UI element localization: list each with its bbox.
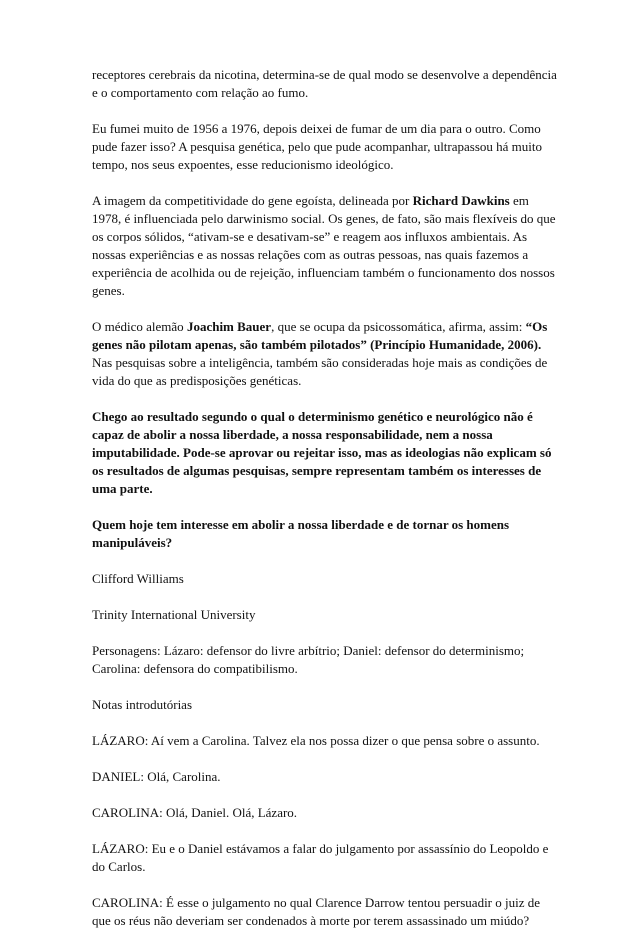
characters-paragraph: Personagens: Lázaro: defensor do livre arbítrio; Daniel: defensor do determinismo; Carolina: defensora do compatibilismo. <box>92 643 525 676</box>
paragraph-3-text-c: em 1978, é influenciada pelo darwinismo social. Os genes, de fato, são mais flexíveis do que os corpos sólidos, “ativam-se e desativam-se” e reagem aos influxos ambientais. As nossas experiências e as nossas relações com as outras pessoas, nas quais fazemos a experiência de acolhida ou de rejeição, influenciam também o funcionamento dos nossos genes. <box>92 193 556 298</box>
author-line: Clifford Williams <box>92 571 184 586</box>
paragraph-4-text-a: O médico alemão <box>92 319 187 334</box>
dialogue-line-5: CAROLINA: É esse o julgamento no qual Clarence Darrow tentou persuadir o juiz de que os réus não deveriam ser condenados à morte por terem assassinado um miúdo? <box>92 895 541 928</box>
paragraph-4-text-c: , que se ocupa da psicossomática, afirma, assim: <box>271 319 526 334</box>
paragraph-4 <box>92 318 560 390</box>
paragraph-1: receptores cerebrais da nicotina, determina-se de qual modo se desenvolve a dependência e o comportamento com relação ao fumo. <box>92 67 557 100</box>
document-page <box>92 66 560 948</box>
intro-notes-heading: Notas introdutórias <box>92 697 193 712</box>
author-name-dawkins: Richard Dawkins <box>412 193 510 208</box>
institution-line: Trinity International University <box>92 607 256 622</box>
dialogue-line-1: LÁZARO: Aí vem a Carolina. Talvez ela nos possa dizer o que pensa sobre o assunto. <box>92 733 540 748</box>
bauer-quote: “Os genes não pilotam apenas, são também pilotados” (Princípio Humanidade, 2006). <box>92 319 548 352</box>
dialogue-line-4: LÁZARO: Eu e o Daniel estávamos a falar do julgamento por assassínio do Leopoldo e do Carlos. <box>92 841 549 874</box>
dialogue-line-2: DANIEL: Olá, Carolina. <box>92 769 221 784</box>
dialogue-line-3: CAROLINA: Olá, Daniel. Olá, Lázaro. <box>92 805 298 820</box>
paragraph-3 <box>92 192 560 300</box>
paragraph-4-text-e: Nas pesquisas sobre a inteligência, também são consideradas hoje mais as condições de vida do que as predisposições genéticas. <box>92 355 548 388</box>
paragraph-5-bold: Chego ao resultado segundo o qual o determinismo genético e neurológico não é capaz de abolir a nossa liberdade, a nossa responsabilidade, nem a nossa imputabilidade. Pode-se aprovar ou rejeitar isso, mas as ideologias não explicam só os resultados de algumas pesquisas, sempre representam também os interesses de uma parte. <box>92 409 552 496</box>
paragraph-3-text-a: A imagem da competitividade do gene egoísta, delineada por <box>92 193 413 208</box>
author-name-bauer: Joachim Bauer <box>186 319 272 334</box>
paragraph-2: Eu fumei muito de 1956 a 1976, depois deixei de fumar de um dia para o outro. Como pude fazer isso? A pesquisa genética, pelo que pude acompanhar, ultrapassou há muito tempo, nos seus expoentes, esse reducionismo ideológico. <box>92 121 543 172</box>
question-heading: Quem hoje tem interesse em abolir a nossa liberdade e de tornar os homens manipuláveis? <box>92 517 510 550</box>
